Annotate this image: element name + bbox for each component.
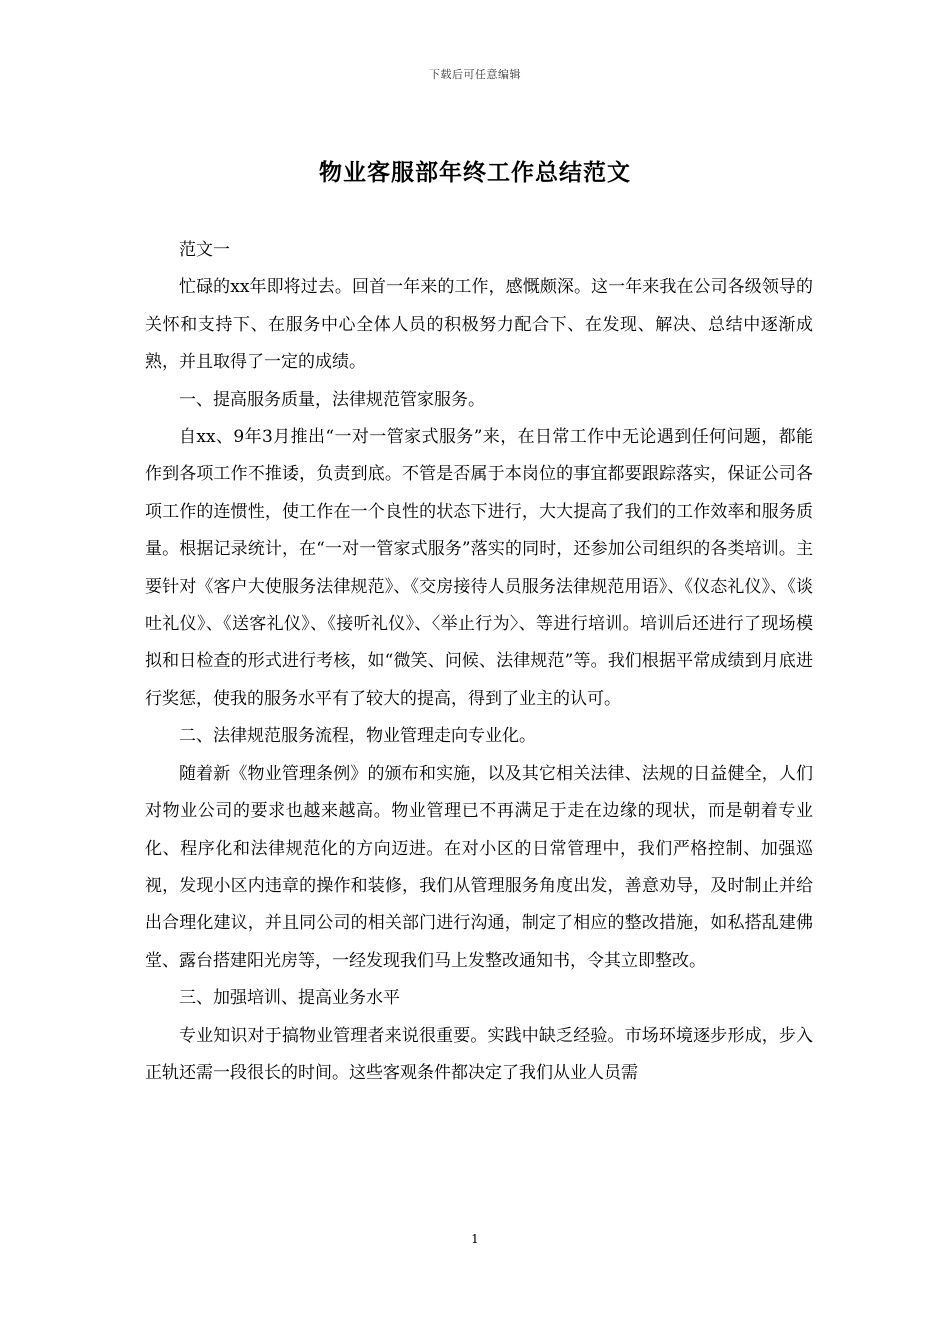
paragraph-sample-label: 范文一 — [179, 240, 230, 260]
paragraph-section-2: 随着新《物业管理条例》的颁布和实施，以及其它相关法律、法规的日益健全，人们对物业公司的要求也越来越高。物业管理已不再满足于走在边缘的现状，而是朝着专业化、程序化和法律规范化的方向迈进。在对小区的日常管理中，我们严格控制、加强巡视，发现小区内违章的操作和装修，我们从管理服务角度出发，善意劝导，及时制止并给出合理化建议，并且同公司的相关部门进行沟通，制定了相应的整改措施，如私搭乱建佛堂、露台搭建阳光房等，一经发现我们马上发整改通知书，令其立即整改。 — [145, 763, 813, 971]
paragraph-intro: 忙碌的xx年即将过去。回首一年来的工作，感慨颇深。这一年来我在公司各级领导的关怀和支持下、在服务中心全体人员的积极努力配合下、在发现、解决、总结中逐渐成熟，并且取得了一定的成绩。 — [145, 277, 813, 373]
section-heading-1: 一、提高服务质量，法律规范管家服务。 — [179, 389, 485, 410]
page-number: 1 — [471, 1232, 479, 1246]
section-heading-2: 二、法律规范服务流程，物业管理走向专业化。 — [179, 726, 536, 747]
document-body — [145, 232, 813, 1092]
document-title: 物业客服部年终工作总结范文 — [319, 159, 631, 186]
section-heading-3: 三、加强培训、提高业务水平 — [179, 988, 400, 1009]
paragraph-section-3: 专业知识对于搞物业管理者来说很重要。实践中缺乏经验。市场环境逐步形成，步入正轨还需一段很长的时间。这些客观条件都决定了我们从业人员需 — [145, 1025, 813, 1083]
page-header-note: 下载后可任意编辑 — [429, 68, 521, 81]
paragraph-section-1: 自xx、9年3月推出“一对一管家式服务”来，在日常工作中无论遇到任何问题，都能作到各项工作不推诿，负责到底。不管是否属于本岗位的事宜都要跟踪落实，保证公司各项工作的连惯性，使工作在一个良性的状态下进行，大大提高了我们的工作效率和服务质量。根据记录统计，在“一对一管家式服务”落实的同时，还参加公司组织的各类培训。主要针对《客户大使服务法律规范》、《交房接待人员服务法律规范用语》、《仪态礼仪》、《谈吐礼仪》、《送客礼仪》、《接听礼仪》、〈举止行为〉、等进行培训。培训后还进行了现场模拟和日检查的形式进行考核，如“微笑、问候、法律规范”等。我们根据平常成绩到月底进行奖惩，使我的服务水平有了较大的提高，得到了业主的认可。 — [145, 427, 813, 709]
